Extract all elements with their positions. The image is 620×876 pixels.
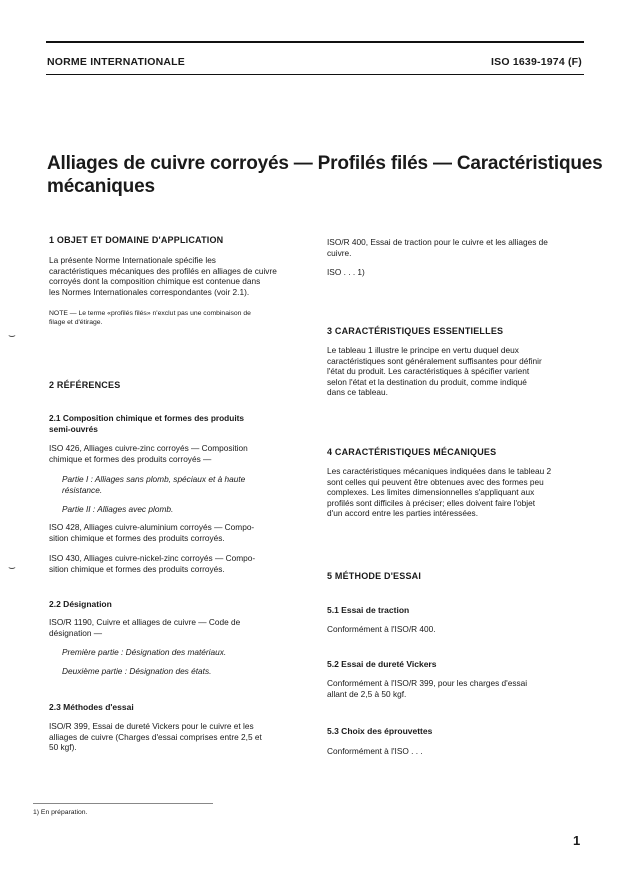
section-5-3-heading: 5.3 Choix des éprouvettes — [327, 726, 433, 736]
section-3-heading: 3 CARACTÉRISTIQUES ESSENTIELLES — [327, 326, 504, 336]
footnote-rule — [33, 803, 213, 804]
section-5-2-heading: 5.2 Essai de dureté Vickers — [327, 659, 437, 669]
reference-iso-399: ISO/R 399, Essai de dureté Vickers pour le cuivre et les alliages de cuivre (Charges d'essai comprises entre 2,5 et 50 kgf). — [49, 721, 262, 752]
section-2-3-heading: 2.3 Méthodes d'essai — [49, 702, 134, 712]
section-2-2-heading: 2.2 Désignation — [49, 599, 112, 609]
section-2-heading: 2 RÉFÉRENCES — [49, 380, 121, 390]
iso-1190-part-2: Deuxième partie : Désignation des états. — [62, 666, 212, 676]
section-1-heading: 1 OBJET ET DOMAINE D'APPLICATION — [49, 235, 224, 245]
reference-iso-426: ISO 426, Alliages cuivre-zinc corroyés — Composition chimique et formes des produits corroyés — — [49, 443, 248, 464]
reference-iso-1190: ISO/R 1190, Cuivre et alliages de cuivre — Code de désignation — — [49, 617, 241, 638]
section-2-1-heading: 2.1 Composition chimique et formes des produits semi-ouvrés — [49, 413, 245, 434]
page-number: 1 — [573, 833, 581, 848]
section-4-heading: 4 CARACTÉRISTIQUES MÉCANIQUES — [327, 447, 497, 457]
section-3-text: Le tableau 1 illustre le principe en vertu duquel deux caractéristiques sont généralement suffisantes pour définir l'état du produit. Les caractéristiques à spécifier varient selon l'état et la destination du produit, comme indiqué dans ce tableau. — [327, 345, 542, 397]
header-standard-number: ISO 1639-1974 (F) — [491, 56, 582, 68]
section-5-2-text: Conformément à l'ISO/R 399, pour les charges d'essai allant de 2,5 à 50 kgf. — [327, 678, 528, 699]
section-1-note: NOTE — Le terme «profilés filés» n'exclut pas une combinaison de filage et d'étirage. — [49, 310, 251, 326]
margin-mark: ⌣ — [8, 328, 16, 342]
iso-1190-part-1: Première partie : Désignation des matériaux. — [62, 647, 227, 657]
reference-iso-400: ISO/R 400, Essai de traction pour le cuivre et les alliages de cuivre. — [327, 237, 548, 258]
section-5-1-heading: 5.1 Essai de traction — [327, 605, 410, 615]
section-4-text: Les caractéristiques mécaniques indiquées dans le tableau 2 sont celles qui peuvent être obtenues avec des formes peu complexes. Les limites dimensionnelles s'appliquant aux profilés sont difficiles à préciser; elles doivent faire l'objet d'un accord entre les parties intéressées. — [327, 466, 552, 518]
header-standard-type: NORME INTERNATIONALE — [47, 56, 185, 68]
iso-426-part-1: Partie I : Alliages sans plomb, spéciaux et à haute résistance. — [62, 474, 246, 495]
document-title: Alliages de cuivre corroyés — Profilés filés — Caractéristiques mécaniques — [47, 153, 603, 197]
section-5-3-text: Conformément à l'ISO . . . — [327, 746, 423, 756]
reference-iso-in-preparation: ISO . . . 1) — [327, 267, 365, 277]
reference-iso-428: ISO 428, Alliages cuivre-aluminium corroyés — Compo- sition chimique et formes des produits corroyés. — [49, 522, 255, 543]
reference-iso-430: ISO 430, Alliages cuivre-nickel-zinc corroyés — Compo- sition chimique et formes des produits corroyés. — [49, 553, 256, 574]
footnote: 1) En préparation. — [33, 809, 88, 816]
section-1-text: La présente Norme Internationale spécifie les caractéristiques mécaniques des profilés en alliages de cuivre corroyés dont la composition chimique est contenue dans les Normes Internationales correspondantes (voir 2.1). — [49, 255, 277, 297]
section-5-1-text: Conformément à l'ISO/R 400. — [327, 624, 436, 634]
iso-426-part-2: Partie II : Alliages avec plomb. — [62, 504, 174, 514]
header-top-rule — [46, 41, 584, 43]
header-bottom-rule — [46, 74, 584, 75]
section-5-heading: 5 MÉTHODE D'ESSAI — [327, 571, 422, 581]
margin-mark: ⌣ — [8, 560, 16, 574]
